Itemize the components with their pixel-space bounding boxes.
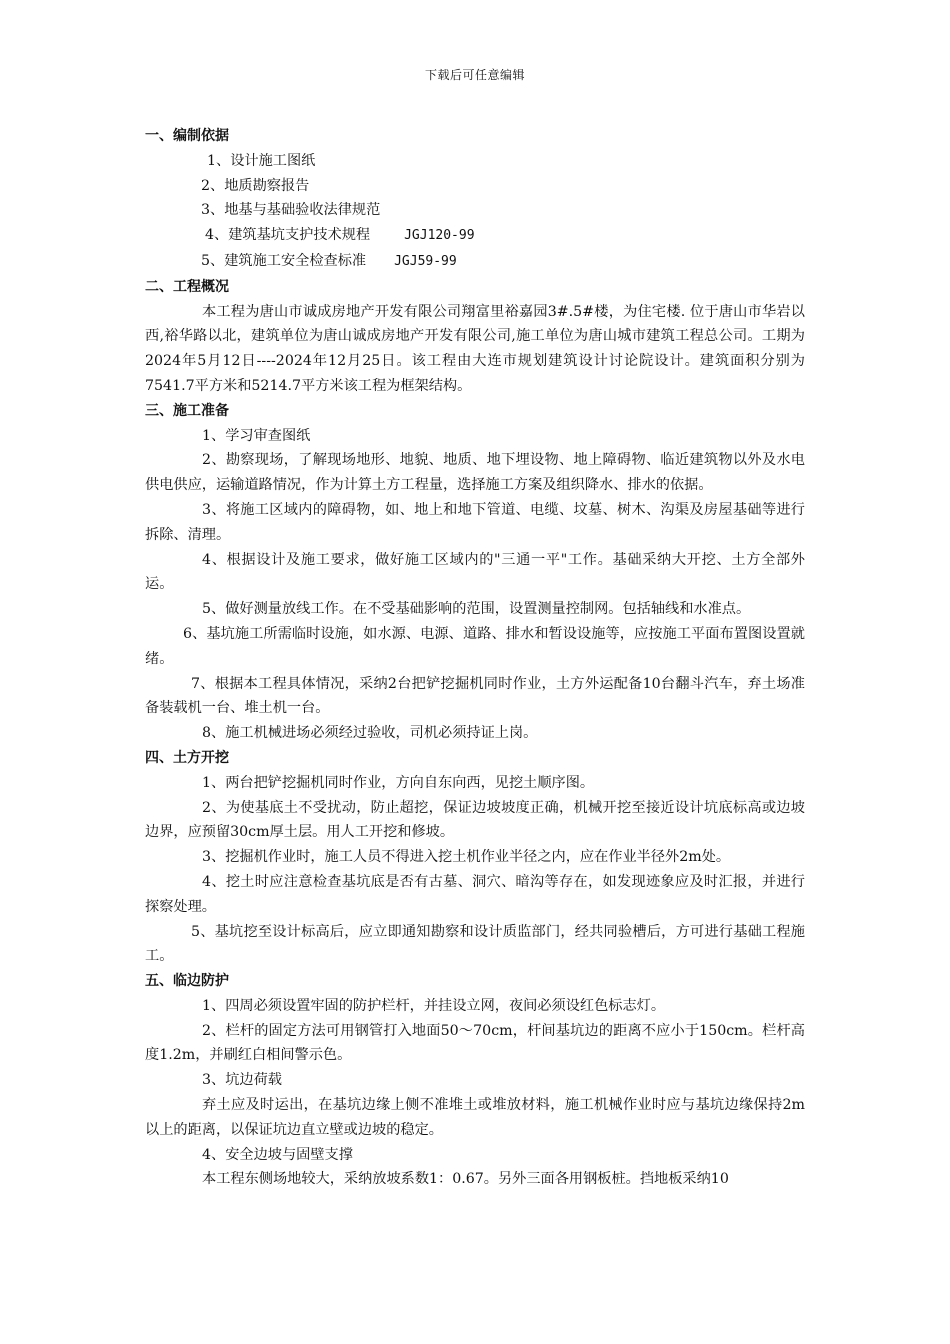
prep-item-7: 7、根据本工程具体情况，采纳2台把铲挖掘机同时作业，土方外运配备10台翻斗汽车，弃土场准备装载机一台、堆土机一台。 xyxy=(145,675,805,717)
basis-item-5-text: 5、建筑施工安全检查标准 xyxy=(201,252,367,269)
section-heading-excavation: 四、土方开挖 xyxy=(145,749,229,766)
basis-item-1: 1、设计施工图纸 xyxy=(207,152,316,169)
basis-item-5 xyxy=(145,249,805,275)
section-heading-overview: 二、工程概况 xyxy=(145,278,229,295)
page-header: 下载后可任意编辑 xyxy=(424,68,525,82)
basis-item-4-code: JGJ120-99 xyxy=(404,228,475,244)
excavation-item-4: 4、挖土时应注意检查基坑底是否有古墓、洞穴、暗沟等存在，如发现迹象应及时汇报，并进行探察处理。 xyxy=(145,873,805,915)
section-heading-edge-protection: 五、临边防护 xyxy=(145,973,229,990)
section-heading-basis: 一、编制依据 xyxy=(145,128,229,144)
basis-item-5-code: JGJ59-99 xyxy=(394,253,457,269)
protection-item-4: 4、安全边坡与固壁支撑 xyxy=(202,1146,353,1163)
basis-item-4 xyxy=(145,223,805,249)
excavation-item-3: 3、挖掘机作业时，施工人员不得进入挖土机作业半径之内，应在作业半径外2m处。 xyxy=(202,849,731,866)
protection-item-1: 1、四周必须设置牢固的防护栏杆，并挂设立网，夜间必须设红色标志灯。 xyxy=(202,997,666,1014)
basis-item-2: 2、地质勘察报告 xyxy=(201,177,310,194)
excavation-item-1: 1、两台把铲挖掘机同时作业，方向自东向西，见挖土顺序图。 xyxy=(202,774,595,791)
protection-item-2: 2、栏杆的固定方法可用钢管打入地面50～70cm，杆间基坑边的距离不应小于150cm。栏杆高度1.2m，并刷红白相间警示色。 xyxy=(145,1022,805,1064)
prep-item-6: 6、基坑施工所需临时设施，如水源、电源、道路、排水和暂设设施等，应按施工平面布置图设置就绪。 xyxy=(145,625,805,667)
excavation-item-5: 5、基坑挖至设计标高后，应立即通知勘察和设计质监部门，经共同验槽后，方可进行基础工程施工。 xyxy=(145,923,805,965)
overview-paragraph: 本工程为唐山市诚成房地产开发有限公司翔富里裕嘉园3#.5#楼，为住宅楼. 位于唐山市华岩以西,裕华路以北，建筑单位为唐山诚成房地产开发有限公司,施工单位为唐山城市建筑工程总公司。工期为2024年5月12日----2024年12月25日。该工程由大连市规划建筑设计讨论院设计。建筑面积分别为7541.7平方米和5214.7平方米该工程为框架结构。 xyxy=(145,303,805,394)
protection-item-3: 3、坑边荷载 xyxy=(202,1072,282,1089)
protection-paragraph-slope: 本工程东侧场地较大，采纳放坡系数1：0.67。另外三面各用钢板桩。挡地板采纳10 xyxy=(202,1171,729,1188)
prep-item-1: 1、学习审查图纸 xyxy=(202,427,311,444)
prep-item-5: 5、做好测量放线工作。在不受基础影响的范围，设置测量控制网。包括轴线和水准点。 xyxy=(202,601,751,618)
basis-item-4-text: 4、建筑基坑支护技术规程 xyxy=(205,227,371,244)
prep-item-3: 3、将施工区域内的障碍物，如、地上和地下管道、电缆、坟墓、树木、沟渠及房屋基础等进行拆除、清理。 xyxy=(145,501,805,543)
prep-item-2: 2、勘察现场，了解现场地形、地貌、地质、地下埋设物、地上障碍物、临近建筑物以外及水电供电供应，运输道路情况，作为计算土方工程量，选择施工方案及组织降水、排水的依据。 xyxy=(145,452,805,494)
prep-item-4: 4、根据设计及施工要求，做好施工区域内的"三通一平"工作。基础采纳大开挖、土方全部外运。 xyxy=(145,551,805,593)
excavation-item-2: 2、为使基底土不受扰动，防止超挖，保证边坡坡度正确，机械开挖至接近设计坑底标高或边坡边界，应预留30cm厚土层。用人工开挖和修坡。 xyxy=(145,799,805,841)
document-body xyxy=(145,124,805,1192)
basis-item-3: 3、地基与基础验收法律规范 xyxy=(201,202,381,219)
prep-item-8: 8、施工机械进场必须经过验收，司机必须持证上岗。 xyxy=(202,725,538,742)
protection-paragraph-load: 弃土应及时运出，在基坑边缘上侧不准堆土或堆放材料，施工机械作业时应与基坑边缘保持2m以上的距离，以保证坑边直立壁或边坡的稳定。 xyxy=(145,1097,805,1138)
section-heading-preparation: 三、施工准备 xyxy=(145,402,229,419)
